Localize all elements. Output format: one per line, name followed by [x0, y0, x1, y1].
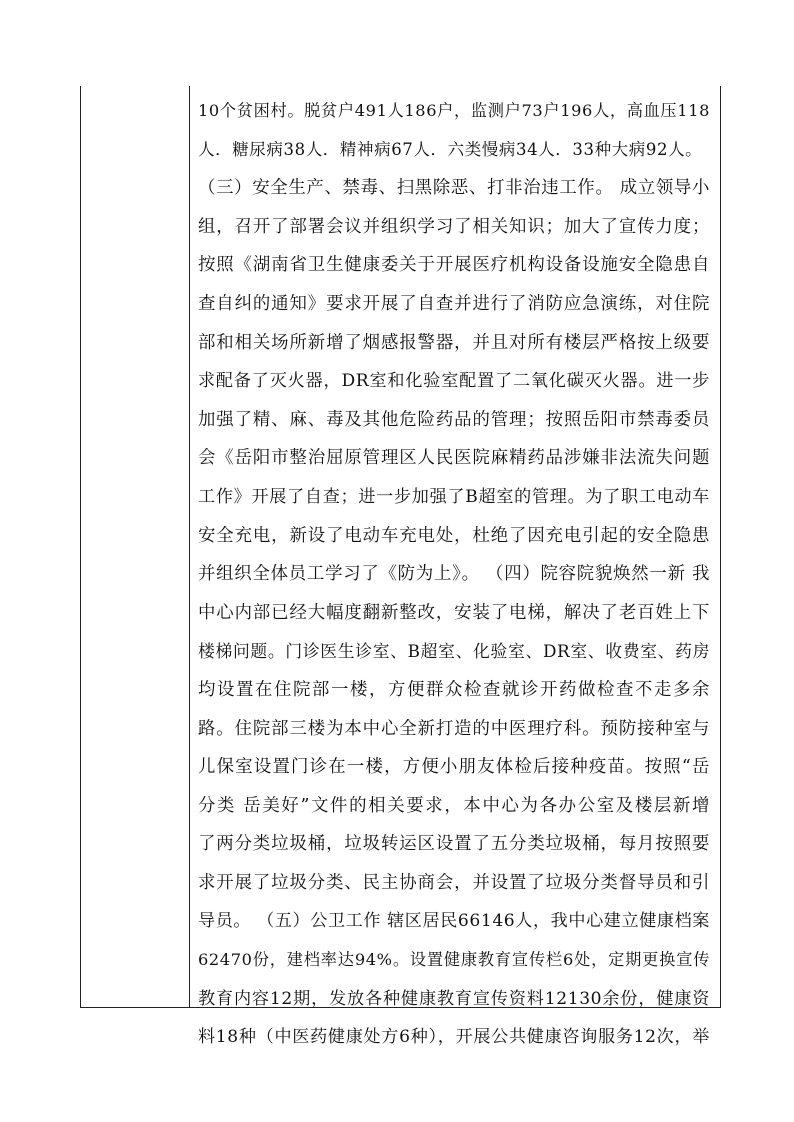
text-line-3: （三）安全生产、禁毒、扫黑除恶、打非治违工作。 成立领导小 — [198, 178, 710, 199]
text-line-21: 求开展了垃圾分类、民主协商会，并设置了垃圾分类督导员和引 — [198, 872, 710, 893]
text-line-5: 按照《湖南省卫生健康委关于开展医疗机构设备设施安全隐患自 — [198, 255, 710, 276]
text-line-15: 楼梯问题。门诊医生诊室、B超室、化验室、DR室、收费室、药房 — [198, 641, 710, 662]
text-line-25: 料18种（中医药健康处方6种），开展公共健康咨询服务12次，举 — [198, 1027, 710, 1048]
text-line-23: 62470份，建档率达94%。设置健康教育宣传栏6处，定期更换宣传 — [198, 950, 710, 970]
text-line-22: 导员。 （五）公卫工作 辖区居民66146人，我中心建立健康档案 — [198, 911, 710, 932]
text-line-16: 均设置在住院部一楼，方便群众检查就诊开药做检查不走多余 — [198, 679, 710, 700]
text-line-2: 人．糖尿病38人．精神病67人．六类慢病34人．33种大病92人。 — [198, 139, 703, 159]
column-divider — [189, 86, 190, 1007]
text-line-20: 了两分类垃圾桶，垃圾转运区设置了五分类垃圾桶，每月按照要 — [198, 834, 710, 855]
table-frame — [80, 86, 721, 1048]
text-line-4: 组，召开了部署会议并组织学习了相关知识；加大了宣传力度； — [198, 216, 710, 237]
text-line-1: 10个贫困村。脱贫户491人186户，监测户73户196人，高血压118 — [198, 101, 710, 120]
text-line-18: 儿保室设置门诊在一楼，方便小朋友体检后接种疫苗。按照“岳 — [198, 757, 710, 778]
text-line-7: 部和相关场所新增了烟感报警器，并且对所有楼层严格按上级要 — [198, 332, 710, 353]
text-line-9: 加强了精、麻、毒及其他危险药品的管理；按照岳阳市禁毒委员 — [198, 409, 710, 430]
text-line-10: 会《岳阳市整治屈原管理区人民医院麻精药品涉嫌非法流失问题 — [198, 448, 710, 469]
text-line-11: 工作》开展了自查；进一步加强了B超室的管理。为了职工电动车 — [198, 486, 710, 507]
text-line-17: 路。住院部三楼为本中心全新打造的中医理疗科。预防接种室与 — [198, 718, 710, 739]
text-line-14: 中心内部已经大幅度翻新整改，安装了电梯，解决了老百姓上下 — [198, 602, 710, 623]
text-line-19: 分类 岳美好”文件的相关要求，本中心为各办公室及楼层新增 — [198, 795, 710, 816]
text-line-8: 求配备了灭火器，DR室和化验室配置了二氧化碳灭火器。进一步 — [198, 371, 710, 392]
text-line-12: 安全充电，新设了电动车充电处，杜绝了因充电引起的安全隐患 — [198, 525, 710, 546]
text-line-13: 并组织全体员工学习了《防为上》。 （四）院容院貌焕然一新 我 — [198, 564, 710, 585]
text-line-24: 教育内容12期，发放各种健康教育宣传资料12130余份，健康资 — [198, 988, 710, 1009]
text-line-6: 查自纠的通知》要求开展了自查并进行了消防应急演练，对住院 — [198, 293, 710, 314]
content-cell — [198, 92, 710, 1057]
